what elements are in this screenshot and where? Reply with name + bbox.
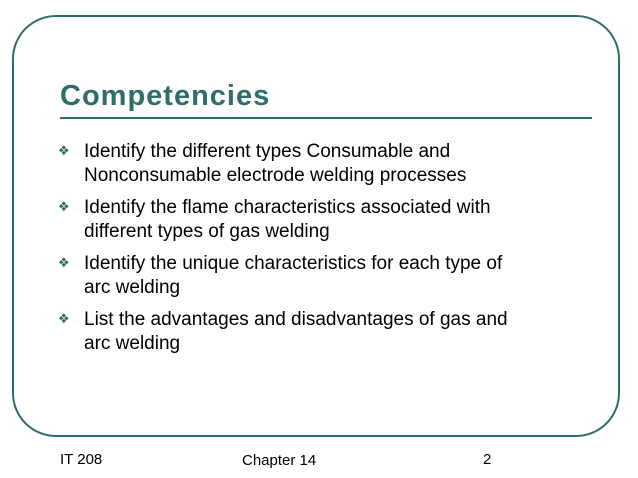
diamond-bullet-icon: ❖ [58, 311, 70, 326]
diamond-bullet-icon: ❖ [58, 255, 70, 270]
bullet-text-line: List the advantages and disadvantages of gas and [84, 309, 508, 330]
diamond-bullet-icon: ❖ [58, 143, 70, 158]
bullet-text-line: Nonconsumable electrode welding processes [84, 165, 467, 186]
bullet-text-line: Identify the flame characteristics associated with [84, 197, 491, 218]
bullet-list [58, 140, 578, 364]
footer-course: IT 208 [60, 451, 103, 468]
bullet-text-line: Identify the different types Consumable and [84, 141, 451, 162]
bullet-item [58, 308, 578, 356]
title-underline [60, 117, 592, 119]
bullet-text-line: arc welding [84, 333, 181, 354]
footer-chapter: Chapter 14 [242, 452, 317, 469]
slide-title: Competencies [60, 80, 271, 112]
bullet-text-line: Identify the unique characteristics for each type of [84, 253, 503, 274]
bullet-item [58, 252, 578, 300]
diamond-bullet-icon: ❖ [58, 199, 70, 214]
bullet-item [58, 140, 578, 188]
bullet-item [58, 196, 578, 244]
footer-page-number: 2 [483, 451, 492, 468]
bullet-text-line: arc welding [84, 277, 181, 298]
bullet-text-line: different types of gas welding [84, 221, 330, 242]
